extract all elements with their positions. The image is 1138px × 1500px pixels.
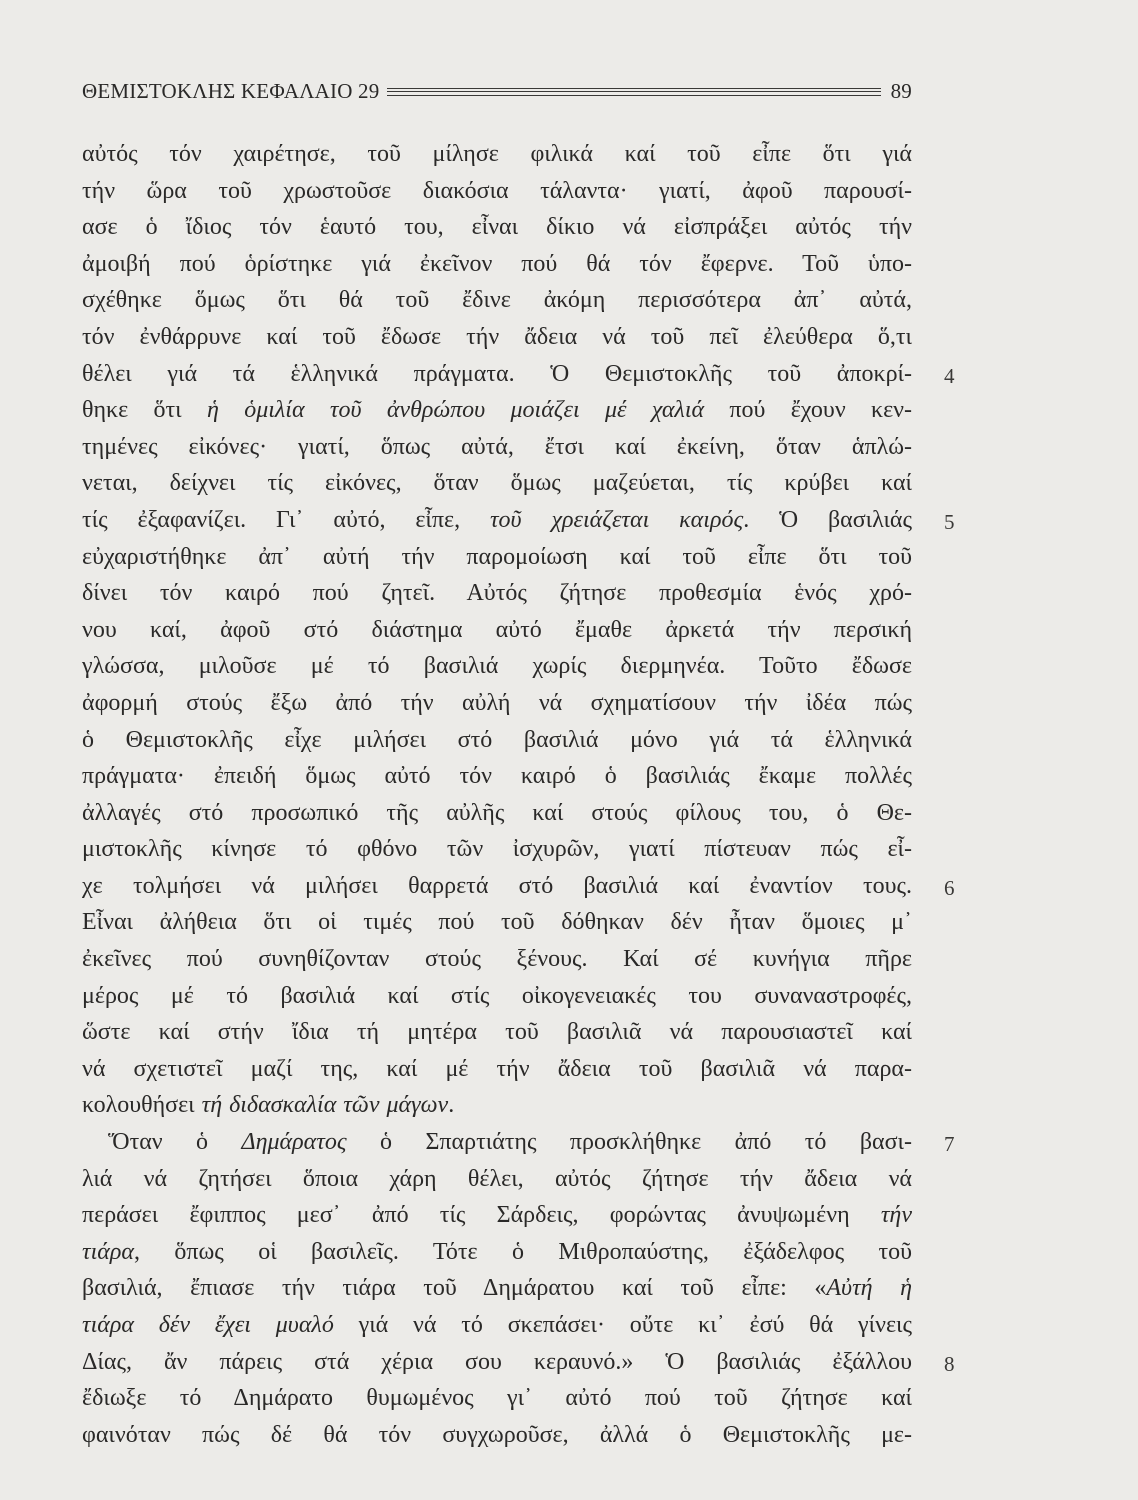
text-line: νου καί, ἀφοῦ στό διάστημα αὐτό ἔμαθε ἀρκετά τήν περσική	[82, 616, 912, 643]
italic-phrase: ἡ ὁμιλία τοῦ ἀνθρώπου μοιάζει μέ χαλιά	[206, 397, 705, 424]
text-line: θέλει γιά τά ἑλληνικά πράγματα. Ὁ Θεμιστοκλῆς τοῦ ἀποκρί-	[82, 360, 912, 387]
text-line: νά σχετιστεῖ μαζί της, καί μέ τήν ἄδεια τοῦ βασιλιᾶ νά παρα-	[82, 1055, 912, 1082]
section-number: 8	[944, 1351, 955, 1376]
text-line: εὐχαριστήθηκε ἀπ᾽ αὐτή τήν παρομοίωση καί τοῦ εἶπε ὅτι τοῦ	[82, 543, 912, 570]
italic-phrase: Αὐτή ἡ	[826, 1275, 912, 1302]
text-line: δίνει τόν καιρό πού ζητεῖ. Αὐτός ζήτησε προθεσμία ἑνός χρό-	[82, 580, 912, 607]
text-run: βασιλιά, ἔπιασε τήν τιάρα τοῦ Δημάρατου καί τοῦ εἶπε: «	[82, 1275, 827, 1302]
text-run: .	[448, 1092, 455, 1119]
header-rule	[387, 88, 880, 96]
text-line	[82, 1270, 912, 1307]
text-run: περάσει ἔφιππος μεσ᾽ ἀπό τίς Σάρδεις, φορώντας ἀνυψωμένη	[82, 1202, 881, 1229]
text-line: μιστοκλῆς κίνησε τό φθόνο τῶν ἰσχυρῶν, γιατί πίστευαν πώς εἶ-	[82, 836, 912, 863]
section-number: 7	[944, 1132, 955, 1157]
text-run: γιά νά τό σκεπάσει· οὔτε κι᾽ ἐσύ θά γίνεις	[333, 1312, 912, 1338]
text-line: ὥστε καί στήν ἴδια τή μητέρα τοῦ βασιλιᾶ νά παρουσιαστεῖ καί	[82, 1019, 912, 1046]
text-line: ἐκεῖνες πού συνηθίζονταν στούς ξένους. Καί σέ κυνήγια πῆρε	[82, 946, 912, 973]
text-line: ἀμοιβή πού ὁρίστηκε γιά ἐκεῖνον πού θά τόν ἔφερνε. Τοῦ ὑπο-	[82, 250, 912, 277]
text-line	[82, 1307, 912, 1344]
text-line: ἀφορμή στούς ἔξω ἀπό τήν αὐλή νά σχηματίσουν τήν ἰδέα πώς	[82, 689, 912, 716]
text-line	[82, 1087, 912, 1124]
text-run: , ὅπως οἱ βασιλεῖς. Τότε ὁ Μιθροπαύστης, ἐξάδελφος τοῦ	[133, 1238, 912, 1265]
text-run: τίς ἐξαφανίζει. Γι᾽ αὐτό, εἶπε,	[82, 506, 490, 533]
text-line: φαινόταν πώς δέ θά τόν συγχωροῦσε, ἀλλά ὁ Θεμιστοκλῆς με-	[82, 1421, 912, 1448]
text-line: ἔδιωξε τό Δημάρατο θυμωμένος γι᾽ αὐτό πού τοῦ ζήτησε καί	[82, 1385, 912, 1412]
text-run: πού ἔχουν κεν-	[704, 397, 913, 424]
text-line: τόν ἐνθάρρυνε καί τοῦ ἔδωσε τήν ἄδεια νά τοῦ πεῖ ἐλεύθερα ὅ,τι	[82, 323, 912, 350]
text-line	[82, 1197, 912, 1234]
text-line: σχέθηκε ὅμως ὅτι θά τοῦ ἔδινε ἀκόμη περισσότερα ἀπ᾽ αὐτά,	[82, 287, 912, 314]
text-line	[82, 1124, 912, 1161]
text-line: Δίας, ἄν πάρεις στά χέρια σου κεραυνό.» Ὁ βασιλιάς ἐξάλλου	[82, 1348, 912, 1375]
text-line: αὐτός τόν χαιρέτησε, τοῦ μίλησε φιλικά καί τοῦ εἶπε ὅτι γιά	[82, 141, 912, 167]
italic-phrase: τοῦ χρειάζεται καιρός	[489, 506, 744, 533]
italic-phrase: τιάρα	[82, 1238, 134, 1265]
italic-phrase: τιάρα δέν ἔχει μυαλό	[82, 1312, 334, 1338]
text-line: πράγματα· ἐπειδή ὅμως αὐτό τόν καιρό ὁ βασιλιάς ἔκαμε πολλές	[82, 763, 912, 790]
text-line: ασε ὁ ἴδιος τόν ἑαυτό του, εἶναι δίκιο νά εἰσπράξει αὐτός τήν	[82, 214, 912, 241]
section-number: 4	[944, 363, 955, 388]
text-run: . Ὁ βασιλιάς	[743, 506, 912, 533]
text-line: νεται, δείχνει τίς εἰκόνες, ὅταν ὅμως μαζεύεται, τίς κρύβει καί	[82, 470, 912, 497]
text-run: θηκε ὅτι	[82, 397, 207, 424]
page-number: 89	[890, 78, 912, 103]
italic-phrase: τή διδασκαλία τῶν μάγων	[201, 1092, 449, 1119]
text-run: κολουθήσει	[82, 1092, 202, 1119]
text-line: τημένες εἰκόνες· γιατί, ὅπως αὐτά, ἔτσι καί ἐκείνη, ὅταν ἁπλώ-	[82, 433, 912, 460]
text-line	[82, 502, 912, 539]
text-line	[82, 392, 912, 429]
text-line: ἀλλαγές στό προσωπικό τῆς αὐλῆς καί στούς φίλους του, ὁ Θε-	[82, 799, 912, 826]
text-run: ὁ Σπαρτιάτης προσκλήθηκε ἀπό τό βασι-	[346, 1129, 912, 1156]
text-line	[82, 1234, 912, 1271]
section-number: 5	[944, 510, 955, 534]
running-title: ΘΕΜΙΣΤΟΚΛΗΣ ΚΕΦΑΛΑΙΟ 29	[82, 78, 380, 103]
italic-phrase: Δημάρατος	[241, 1129, 347, 1156]
text-line: γλώσσα, μιλοῦσε μέ τό βασιλιά χωρίς διερμηνέα. Τοῦτο ἔδωσε	[82, 653, 912, 680]
text-line: χε τολμήσει νά μιλήσει θαρρετά στό βασιλιά καί ἐναντίον τους.	[82, 872, 912, 899]
section-number: 6	[944, 876, 955, 900]
text-line: λιά νά ζητήσει ὅποια χάρη θέλει, αὐτός ζήτησε τήν ἄδεια νά	[82, 1165, 912, 1192]
running-header	[82, 76, 912, 106]
text-line: ὁ Θεμιστοκλῆς εἶχε μιλήσει στό βασιλιά μόνο γιά τά ἑλληνικά	[82, 726, 912, 753]
italic-phrase: τήν	[880, 1202, 912, 1229]
text-run: Ὅταν ὁ	[108, 1129, 242, 1156]
text-line: τήν ὥρα τοῦ χρωστοῦσε διακόσια τάλαντα· γιατί, ἀφοῦ παρουσί-	[82, 177, 912, 204]
text-line: μέρος μέ τό βασιλιά καί στίς οἰκογενειακές του συναναστροφές,	[82, 982, 912, 1009]
text-line: Εἶναι ἀλήθεια ὅτι οἱ τιμές πού τοῦ δόθηκαν δέν ἦταν ὅμοιες μ᾽	[82, 909, 912, 936]
body-text	[82, 136, 912, 1453]
